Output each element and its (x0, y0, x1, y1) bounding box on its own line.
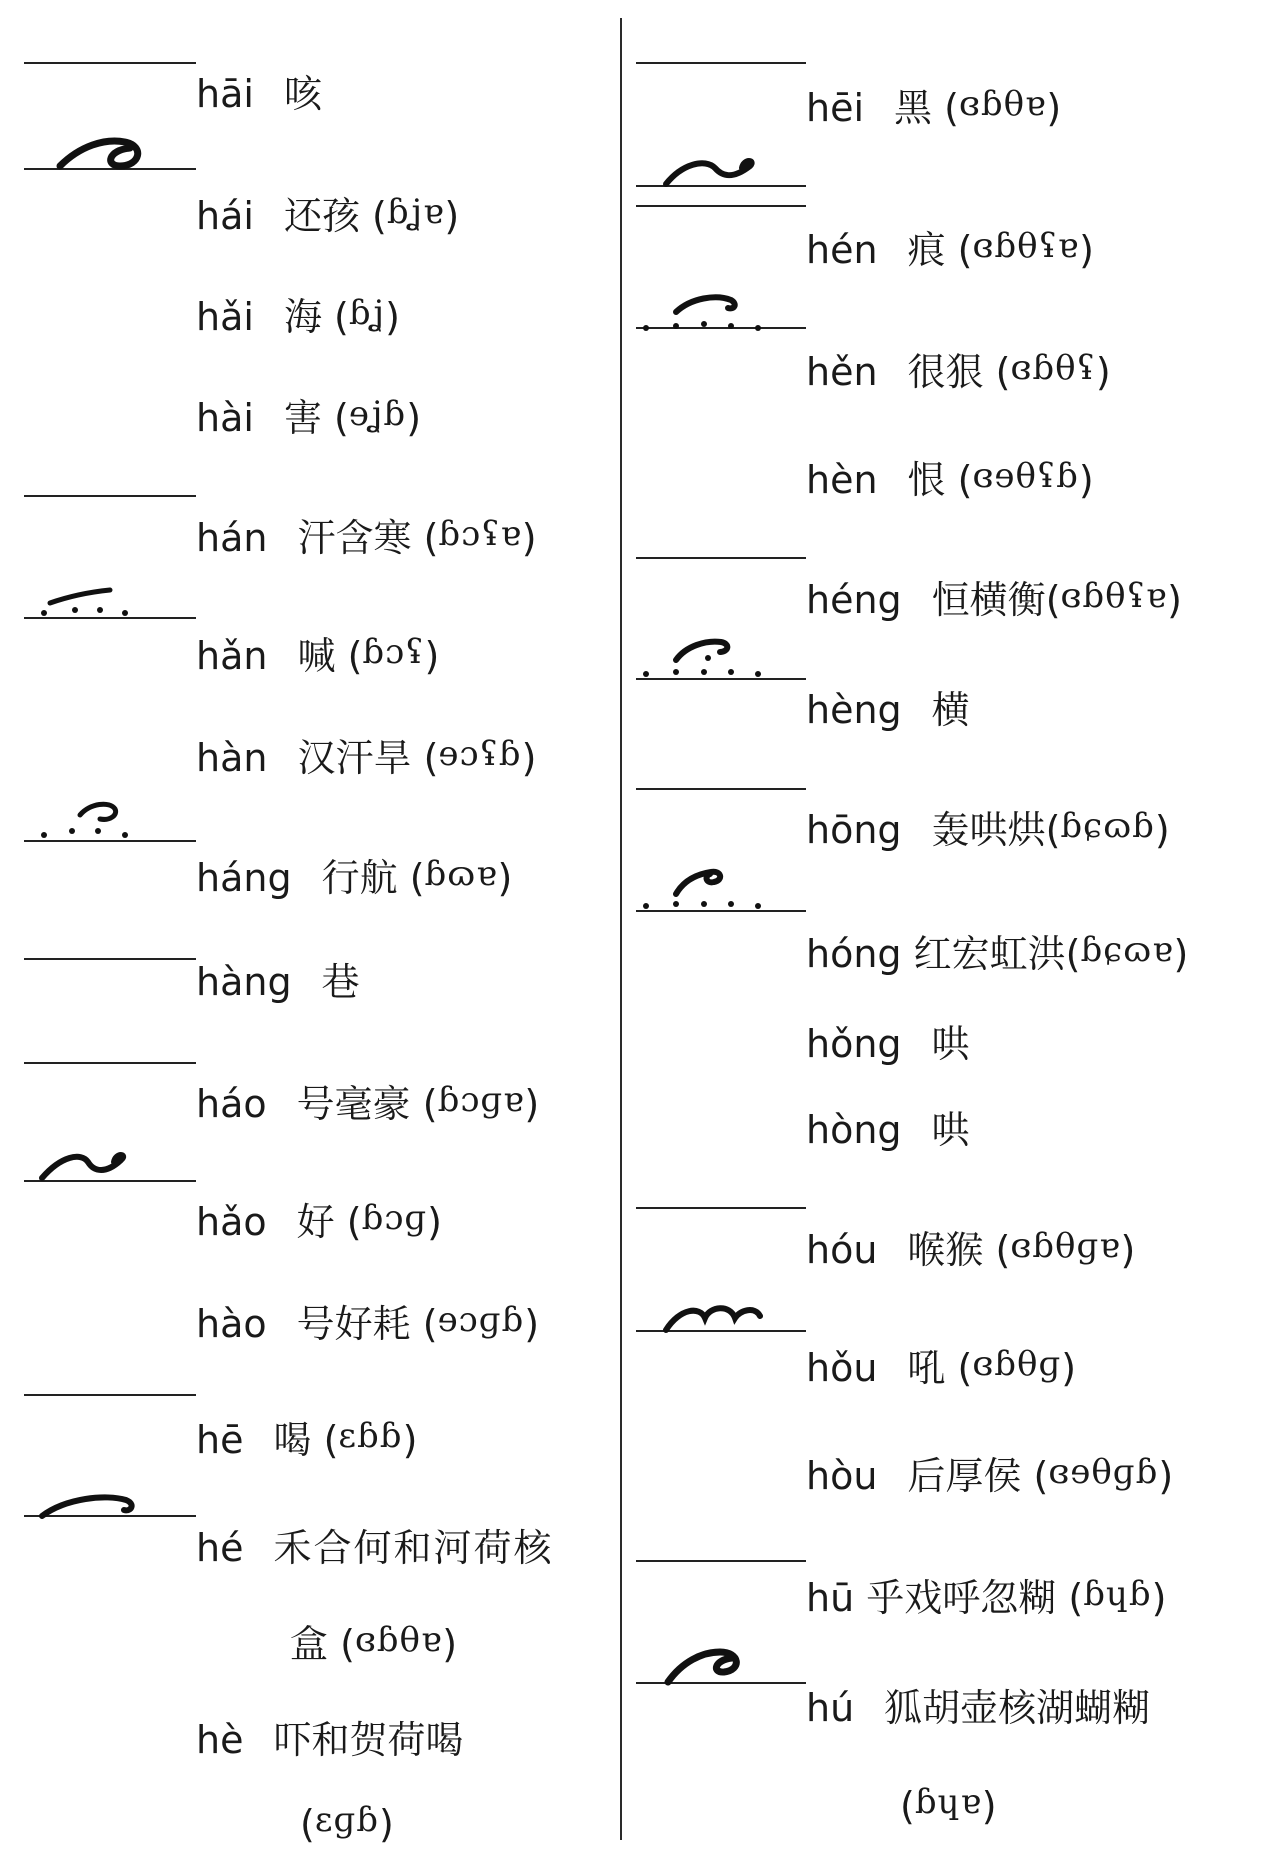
characters: 盒 (290, 1622, 329, 1666)
shorthand-symbol-hou (660, 1296, 770, 1336)
notation: ɓɥɓ (1083, 1574, 1152, 1614)
characters: 黑 (894, 86, 933, 130)
entry-hang1: háng 行航 (ɓɷɐ) (196, 854, 513, 900)
notation: ɘɔɡɓ (437, 1300, 525, 1340)
rule-line (636, 1207, 806, 1209)
characters: 汗含寒 (297, 516, 412, 560)
characters: 禾合何和河荷核 (273, 1526, 554, 1570)
entry-he2 (196, 1524, 553, 1572)
entry-hao2: hǎo 好 (ɓɔɡ) (196, 1198, 442, 1244)
characters: 狐胡壶核湖蝴糊 (884, 1686, 1151, 1730)
notation: ɓɕɷɐ (1080, 930, 1174, 970)
notation: ɛɓɓ (338, 1416, 403, 1456)
notation: ɞɓθɡ (972, 1344, 1062, 1384)
characters: 巷 (321, 960, 360, 1004)
entry-hen3: hèn 恨 (ɞɘθʢɓ) (806, 456, 1094, 502)
entry-hen1: hén 痕 (ɞɓθʢɐ) (806, 226, 1094, 272)
entry-han1: hán 汗含寒 (ɓɔʢɐ) (196, 514, 537, 560)
rule-line (24, 62, 196, 64)
shorthand-symbol-he (36, 1490, 156, 1524)
shorthand-symbol-han (30, 578, 150, 623)
pinyin: hèn (806, 458, 878, 502)
entry-hong4 (806, 1106, 970, 1154)
pinyin: hú (806, 1686, 855, 1730)
pinyin: hèng (806, 688, 902, 732)
characters: 号毫豪 (296, 1082, 411, 1126)
pinyin: hè (196, 1718, 244, 1762)
entry-hei: hēi 黑 (ɞɓθɐ) (806, 84, 1062, 130)
entry-hou1: hóu 喉猴 (ɞɓθɡɐ) (806, 1226, 1136, 1272)
notation: ɓɷɐ (424, 854, 498, 894)
rule-line (24, 495, 196, 497)
notation: ɛɡɓ (314, 1800, 379, 1840)
characters: 喉猴 (907, 1228, 984, 1272)
notation: ɞɓθɐ (354, 1620, 443, 1660)
characters: 恒横衡 (931, 578, 1046, 622)
entry-hang2 (196, 958, 360, 1006)
entry-heng2 (806, 686, 970, 734)
entry-he3 (196, 1716, 463, 1764)
shorthand-symbol-hao (36, 1142, 146, 1184)
shorthand-symbol-hen (660, 150, 770, 192)
characters: 号好耗 (296, 1302, 411, 1346)
characters: 恨 (907, 458, 946, 502)
pinyin: hé (196, 1526, 244, 1570)
pinyin: hòu (806, 1454, 878, 1498)
characters: 还孩 (283, 194, 360, 238)
characters: 喊 (297, 634, 336, 678)
entry-han3: hàn 汉汗旱 (ɘɔʢɓ) (196, 734, 537, 780)
notation: ɞɘθʢɓ (972, 456, 1079, 496)
entry-hai4: hài 害 (ɘʝɓ) (196, 394, 422, 440)
entry-han2: hǎn 喊 (ɓɔʢ) (196, 632, 440, 678)
characters: 行航 (321, 856, 398, 900)
notation: ɞɓθʢɐ (1060, 576, 1168, 616)
characters: 很狠 (907, 350, 984, 394)
pinyin: hóng (806, 932, 902, 976)
entry-hong3 (806, 1020, 970, 1068)
notation: ɓɔɡɐ (437, 1080, 525, 1120)
pinyin: hǎn (196, 634, 268, 678)
entry-hu2-cont: (ɓɥɐ) (900, 1782, 997, 1828)
notation: ɓɔʢɐ (438, 514, 522, 554)
notation: ɞɓθɐ (958, 84, 1047, 124)
shorthand-symbol-heng (636, 630, 776, 680)
pinyin: háng (196, 856, 292, 900)
pinyin: hóu (806, 1228, 878, 1272)
entry-hong1: hōng 轰哄烘(ɓɕɷɓ) (806, 806, 1170, 852)
pinyin: hàn (196, 736, 268, 780)
pinyin: hǒng (806, 1022, 902, 1066)
entry-hou3: hòu 后厚侯 (ɞɘθɡɓ) (806, 1452, 1174, 1498)
characters: 哄 (931, 1022, 970, 1066)
pinyin: hōng (806, 808, 902, 852)
pinyin: hén (806, 228, 878, 272)
entry-hu2 (806, 1684, 1150, 1732)
characters: 横 (931, 688, 970, 732)
notation: ɓʝ (348, 293, 386, 333)
rule-line (636, 557, 806, 559)
pinyin: hěn (806, 350, 878, 394)
notation: ɞɘθɡɓ (1048, 1452, 1159, 1492)
shorthand-symbol-hu (662, 1640, 772, 1688)
pinyin: hǎo (196, 1200, 267, 1244)
shorthand-symbol-hen2 (636, 290, 766, 335)
characters: 好 (296, 1200, 335, 1244)
entry-hao1: háo 号毫豪 (ɓɔɡɐ) (196, 1080, 540, 1126)
notation: ɓɕɷɓ (1060, 806, 1155, 846)
rule-line (24, 1394, 196, 1396)
notation: ɓʝɐ (386, 192, 445, 232)
entry-hai3: hǎi 海 (ɓʝ) (196, 293, 400, 339)
entry-he1: hē 喝 (ɛɓɓ) (196, 1416, 418, 1462)
notation: ɞɓθɡɐ (1010, 1226, 1121, 1266)
pinyin: hái (196, 194, 254, 238)
entry-hong2: hóng 红宏虹洪(ɓɕɷɐ) (806, 930, 1189, 976)
pinyin: hòng (806, 1108, 902, 1152)
rule-line (636, 788, 806, 790)
notation: ɓɔʢ (362, 632, 425, 672)
pinyin: háo (196, 1082, 267, 1126)
pinyin: hū (806, 1576, 855, 1620)
characters: 哄 (931, 1108, 970, 1152)
characters: 轰哄烘 (931, 808, 1046, 852)
rule-line (636, 1560, 806, 1562)
rule-line (636, 205, 806, 207)
characters: 咳 (283, 72, 322, 116)
entry-heng1: héng 恒横衡(ɞɓθʢɐ) (806, 576, 1182, 622)
entry-hen2: hěn 很狠 (ɞɓθʢ) (806, 348, 1111, 394)
pinyin: héng (806, 578, 902, 622)
rule-line (636, 62, 806, 64)
notation: ɞɓθʢɐ (972, 226, 1080, 266)
pinyin: hàng (196, 960, 292, 1004)
characters: 害 (283, 396, 322, 440)
pinyin: hē (196, 1418, 244, 1462)
characters: 喝 (273, 1418, 312, 1462)
pinyin: hǒu (806, 1346, 878, 1390)
characters: 海 (283, 295, 322, 339)
notation: ɘɔʢɓ (438, 734, 522, 774)
characters: 汉汗旱 (297, 736, 412, 780)
pinyin: hǎi (196, 295, 254, 339)
pinyin: hēi (806, 86, 865, 130)
entry-hao3: hào 号好耗 (ɘɔɡɓ) (196, 1300, 540, 1346)
characters: 红宏虹洪 (913, 932, 1066, 976)
entry-he2-cont: 盒 (ɞɓθɐ) (290, 1620, 458, 1666)
pinyin: hài (196, 396, 254, 440)
notation: ɞɓθʢ (1010, 348, 1096, 388)
rule-line (24, 958, 196, 960)
shorthand-symbol-hong (636, 860, 776, 912)
pinyin: hāi (196, 72, 254, 116)
notation: ɓɥɐ (914, 1782, 982, 1822)
shorthand-symbol-hang (30, 795, 150, 843)
pinyin: hán (196, 516, 268, 560)
characters: 后厚侯 (907, 1454, 1022, 1498)
shorthand-symbol-hai (50, 128, 160, 173)
rule-line (24, 1062, 196, 1064)
characters: 痕 (907, 228, 946, 272)
notation: ɓɔɡ (361, 1198, 428, 1238)
characters: 吓和贺荷喝 (273, 1718, 464, 1762)
pinyin: hào (196, 1302, 267, 1346)
entry-hou2: hǒu 吼 (ɞɓθɡ) (806, 1344, 1077, 1390)
characters: 吼 (907, 1346, 946, 1390)
notation: ɘʝɓ (348, 394, 407, 434)
column-divider (620, 18, 622, 1840)
entry-hai1 (196, 70, 322, 118)
entry-he3-cont: (ɛɡɓ) (300, 1800, 394, 1846)
entry-hai2: hái 还孩 (ɓʝɐ) (196, 192, 460, 238)
characters: 乎戏呼忽糊 (866, 1576, 1057, 1620)
entry-hu1: hū 乎戏呼忽糊 (ɓɥɓ) (806, 1574, 1167, 1620)
